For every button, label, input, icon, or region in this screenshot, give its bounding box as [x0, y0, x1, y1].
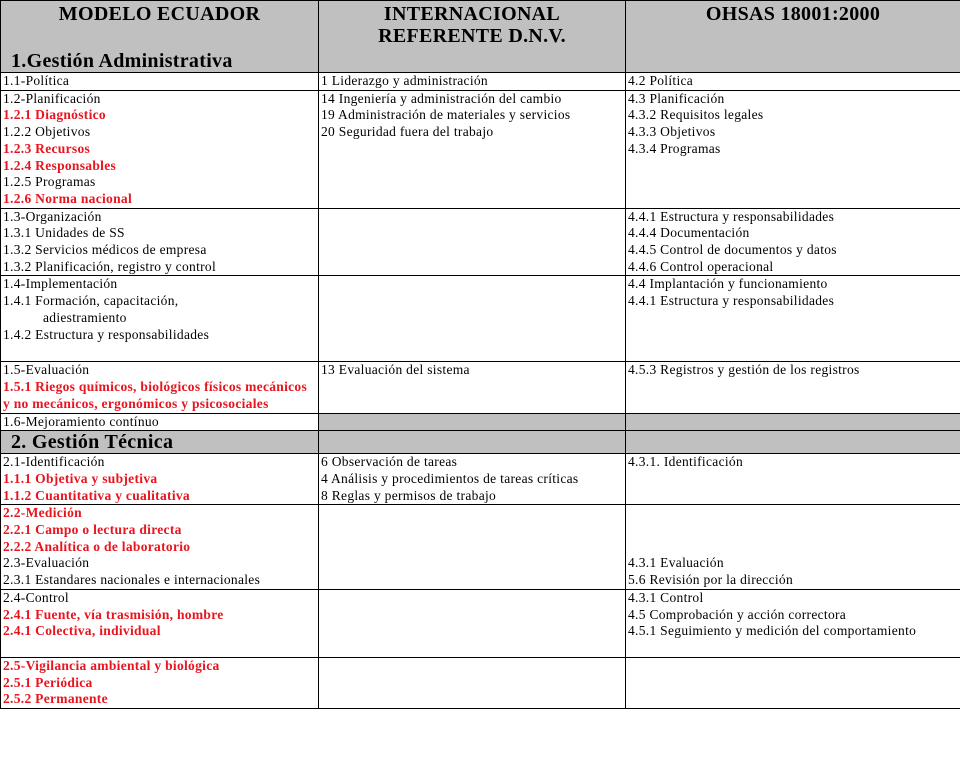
cell-dnv-empty: [319, 413, 626, 431]
section-2-empty: [319, 431, 626, 454]
cell-dnv-empty: [319, 276, 626, 362]
cell-ohsas: 4.3.1 Control 4.5 Comprobación y acción correctora 4.5.1 Seguimiento y medición del comportamiento: [626, 589, 960, 657]
cell-modelo: 2.1-Identificación 1.1.1 Objetiva y subjetiva 1.1.2 Cuantitativa y cualitativa: [1, 454, 319, 505]
table-row: [1, 362, 960, 413]
cell-modelo: 1.3-Organización 1.3.1 Unidades de SS 1.3.2 Servicios médicos de empresa 1.3.2 Planificación, registro y control: [1, 208, 319, 276]
table-row: [1, 657, 960, 708]
cell-dnv: 6 Observación de tareas 4 Análisis y procedimientos de tareas críticas 8 Reglas y permisos de trabajo: [319, 454, 626, 505]
cell-ohsas: 4.5.3 Registros y gestión de los registros: [626, 362, 960, 413]
table-row: [1, 454, 960, 505]
section-1-title: 1.Gestión Administrativa: [11, 50, 233, 72]
cell-ohsas: 4.3.1 Evaluación 5.6 Revisión por la dirección: [626, 505, 960, 590]
table-row: [1, 208, 960, 276]
cell-dnv-empty: [319, 208, 626, 276]
cell-ohsas-empty: [626, 657, 960, 708]
cell-modelo: 1.6-Mejoramiento contínuo: [1, 413, 319, 431]
cell-modelo: 1.1-Política: [1, 73, 319, 91]
table-row: [1, 73, 960, 91]
cell-dnv-empty: [319, 657, 626, 708]
table-row: [1, 505, 960, 590]
cell-modelo: 1.2-Planificación 1.2.1 Diagnóstico 1.2.2 Objetivos 1.2.3 Recursos 1.2.4 Responsables 1.2.5 Programas 1.2.6 Norma nacional: [1, 90, 319, 208]
header-ohsas: OHSAS 18001:2000: [626, 1, 960, 73]
cell-dnv-empty: [319, 589, 626, 657]
cell-modelo: 2.4-Control 2.4.1 Fuente, vía trasmisión, hombre 2.4.1 Colectiva, individual: [1, 589, 319, 657]
cell-ohsas: 4.4 Implantación y funcionamiento 4.4.1 Estructura y responsabilidades: [626, 276, 960, 362]
cell-dnv-empty: [319, 505, 626, 590]
cell-dnv: 14 Ingeniería y administración del cambio 19 Administración de materiales y servicios 20 Seguridad fuera del trabajo: [319, 90, 626, 208]
cell-ohsas: 4.4.1 Estructura y responsabilidades 4.4.4 Documentación 4.4.5 Control de documentos y datos 4.4.6 Control operacional: [626, 208, 960, 276]
header-internacional-dnv: INTERNACIONAL REFERENTE D.N.V.: [319, 1, 626, 73]
cell-dnv: 13 Evaluación del sistema: [319, 362, 626, 413]
cell-modelo: 1.5-Evaluación 1.5.1 Riegos químicos, biológicos físicos mecánicos y no mecánicos, ergonómicos y psicosociales: [1, 362, 319, 413]
header-row: [1, 1, 960, 73]
table-row: [1, 90, 960, 208]
section-2-title: 2. Gestión Técnica: [1, 431, 319, 454]
cell-dnv: 1 Liderazgo y administración: [319, 73, 626, 91]
table-row: [1, 413, 960, 431]
cell-modelo: 2.2-Medición 2.2.1 Campo o lectura directa 2.2.2 Analítica o de laboratorio 2.3-Evaluación 2.3.1 Estandares nacionales e internacionales: [1, 505, 319, 590]
cell-ohsas: 4.3.1. Identificación: [626, 454, 960, 505]
cell-ohsas: 4.2 Política: [626, 73, 960, 91]
section-2-empty: [626, 431, 960, 454]
header-modelo-ecuador: MODELO ECUADOR 1.Gestión Administrativa: [1, 1, 319, 73]
cell-modelo: 1.4-Implementación 1.4.1 Formación, capacitación, adiestramiento 1.4.2 Estructura y responsabilidades: [1, 276, 319, 362]
table-row: [1, 589, 960, 657]
cell-ohsas: 4.3 Planificación 4.3.2 Requisitos legales 4.3.3 Objetivos 4.3.4 Programas: [626, 90, 960, 208]
table-row: [1, 276, 960, 362]
cell-ohsas-empty: [626, 413, 960, 431]
section-row: [1, 431, 960, 454]
cell-modelo: 2.5-Vigilancia ambiental y biológica 2.5.1 Periódica 2.5.2 Permanente: [1, 657, 319, 708]
